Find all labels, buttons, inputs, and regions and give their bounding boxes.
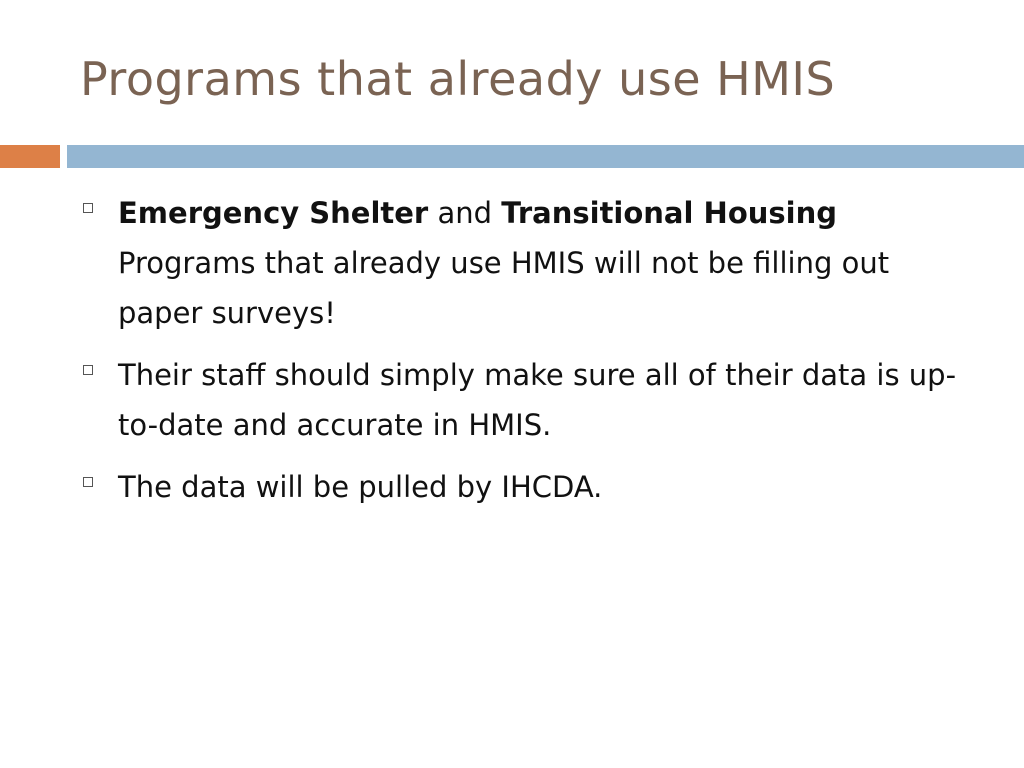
bullet-text-2: Their staff should simply make sure all of their data is up-to-date and accurate in HMIS. (118, 358, 957, 442)
hollow-square-bullet-icon (83, 365, 93, 375)
bullet-item-3 (80, 462, 980, 512)
accent-bar-orange (0, 145, 60, 168)
slide-title: Programs that already use HMIS (80, 52, 836, 106)
bullet-item-2 (80, 350, 980, 450)
bullet-remaining-text: Programs that already use HMIS will not be filling out paper surveys! (118, 246, 890, 330)
hollow-square-bullet-icon (83, 477, 93, 487)
bullet-connector-text: and (428, 196, 502, 230)
bullet-item-1 (80, 188, 980, 338)
bold-transitional-housing: Transitional Housing (501, 196, 837, 230)
bullet-text-3: The data will be pulled by IHCDA. (118, 470, 603, 504)
bullet-list (80, 188, 980, 524)
hollow-square-bullet-icon (83, 203, 93, 213)
accent-bar-blue (67, 145, 1024, 168)
bullet-text-1 (118, 188, 978, 338)
bold-emergency-shelter: Emergency Shelter (118, 196, 429, 230)
